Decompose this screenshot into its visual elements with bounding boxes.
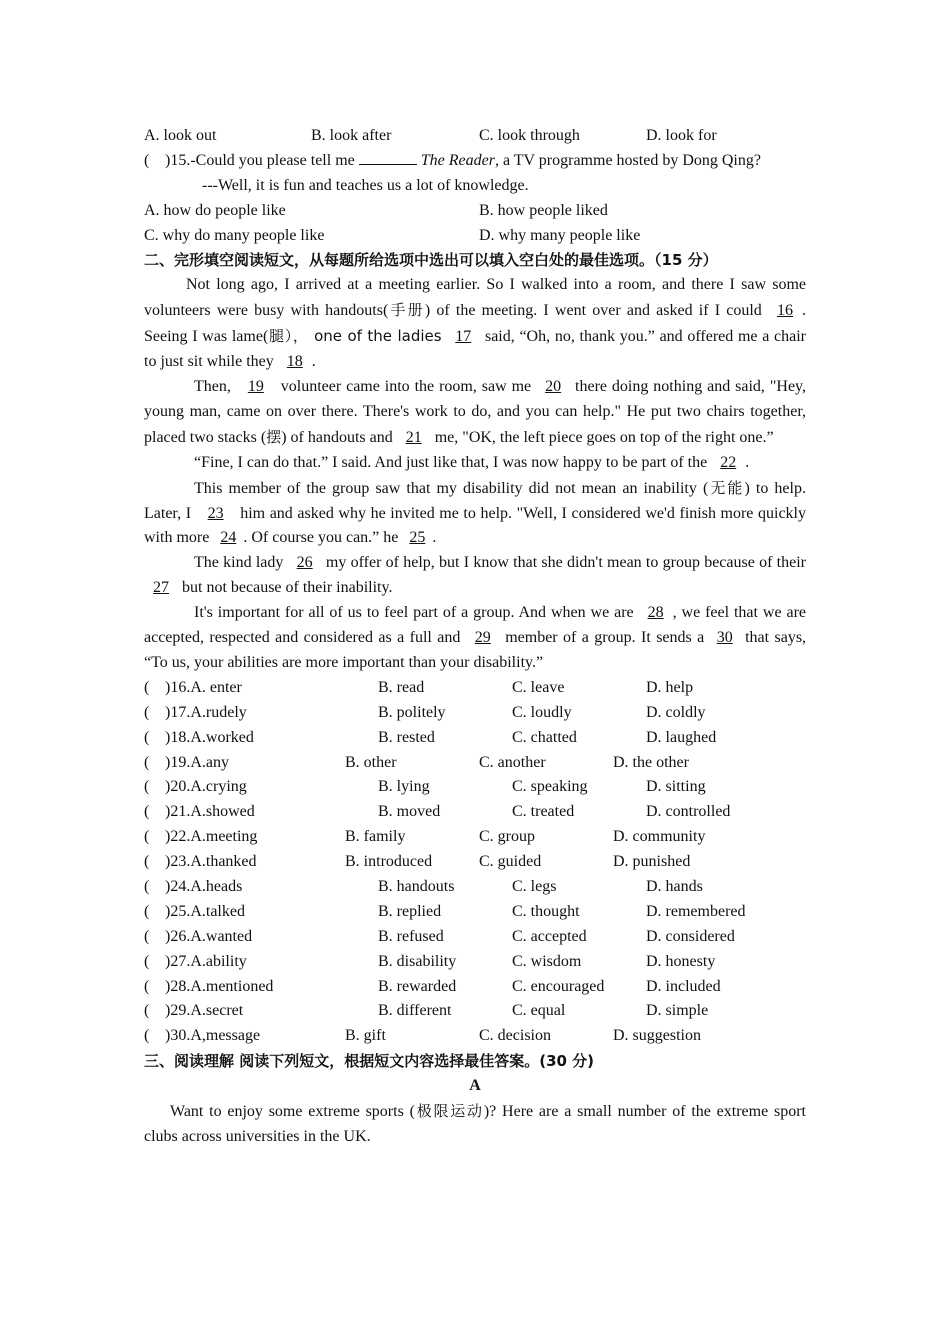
option-c: C. thought [512,902,580,920]
cloze-paragraph-2 [144,375,806,451]
question-row [144,999,806,1024]
answer-paren[interactable]: ( [144,753,150,771]
question-row [144,800,806,825]
option-d: D. included [646,977,721,995]
q15-number: )15.-Could you please tell me [165,151,355,169]
text: there doing nothing and said, "Hey, young man, came on over there. There's work to do, and you can help." He put two chairs together, placed two stacks ( [144,377,807,446]
option-b: B. handouts [378,877,455,895]
answer-paren[interactable]: ( [144,902,150,920]
question-row [144,775,806,800]
question-row [144,975,806,1000]
q15-text [165,149,761,174]
text: Not long ago, I arrived at a meeting earlier. So I walked into a room, and there I saw some volunteers were busy with handouts( [144,276,806,320]
answer-paren[interactable]: ( [144,853,150,871]
question-number-option-a: )29.A.secret [165,1002,244,1020]
answer-paren[interactable]: ( [144,952,150,970]
answer-paren[interactable]: ( [144,678,150,696]
answer-paren[interactable]: ( [144,977,150,995]
text: It's important for all of us to feel part of a group. And when we are [194,604,634,622]
option-b: B. lying [378,778,430,796]
option-b: B. rested [378,728,435,746]
option-b: B. other [345,753,397,771]
cloze-paragraph-6 [144,601,806,676]
option-b: B. politely [378,703,446,721]
option-a: A. look out [144,127,217,144]
option-d: D. help [646,678,694,696]
reply-text: ---Well, it is fun and teaches us a lot of knowledge. [202,176,529,194]
blank-19: 19 [247,377,264,395]
option-d: D. suggestion [613,1027,701,1045]
answer-paren: ( [144,151,150,169]
option-c: C. leave [512,678,565,696]
blank-21: 21 [405,428,422,446]
option-b: B. rewarded [378,977,457,995]
option-d: D. sitting [646,778,706,796]
cloze-paragraph-5 [144,551,806,601]
option-b: B. replied [378,902,442,920]
question-number-option-a: )16.A. enter [165,678,242,696]
answer-paren[interactable]: ( [144,927,150,945]
question-number-option-a: )30.A,message [165,1027,261,1045]
q15-options-1 [144,199,806,224]
text: Then, [194,377,231,395]
question-number-option-a: )27.A.ability [165,952,247,970]
cloze-paragraph-3 [144,451,806,476]
answer-paren[interactable]: ( [144,1027,150,1045]
option-b: B. refused [378,927,444,945]
option-d: D. controlled [646,803,731,821]
option-c: C. guided [479,853,542,871]
blank-27: 27 [153,579,169,597]
text: . [311,353,316,371]
text: ) of handouts and [281,428,393,446]
question-number-option-a: )23.A.thanked [165,853,257,871]
option-d: D. community [613,828,706,846]
question-number-option-a: )21.A.showed [165,803,255,821]
option-b: B. moved [378,803,441,821]
chinese-note: 腿） [268,327,293,346]
answer-paren[interactable]: ( [144,778,150,796]
answer-paren[interactable]: ( [144,703,150,721]
question-row [144,950,806,975]
option-c: C. chatted [512,728,577,746]
question-number-option-a: )26.A.wanted [165,927,253,945]
cloze-paragraph-1 [144,273,806,375]
section2-heading: 二、完形填空阅读短文，从每题所给选项中选出可以填入空白处的最佳选项。（15 分） [144,251,718,270]
option-b: B. family [345,828,406,846]
blank-18: 18 [286,353,303,371]
chinese-note: 手册 [388,301,425,320]
blank-25: 25 [409,529,426,547]
blank-29: 29 [474,629,491,647]
answer-paren[interactable]: ( [144,1002,150,1020]
option-d: D. look for [646,127,717,144]
text: ， one of the ladies [292,327,442,346]
q15-reply [144,174,806,199]
option-b: B. different [378,1002,452,1020]
question-row [144,676,806,701]
blank-17: 17 [455,328,472,346]
text: ) of the meeting. I went over and asked if I could [424,302,762,320]
q14-options [144,124,806,149]
text: )? Here are a small number of the extreme sport clubs across universities in the UK. [144,1103,806,1145]
question-number-option-a: )25.A.talked [165,902,245,920]
text: him and asked why he invited me to help. "Well, I considered we'd finish more quickly with more [144,504,806,547]
question-number-option-a: )18.A.worked [165,728,254,746]
text: Want to enjoy some extreme sports ( [170,1103,415,1121]
text: , we feel that we are accepted, respected and considered as a full and [144,604,807,647]
option-d: D. why many people like [479,226,641,244]
option-d: D. honesty [646,952,716,970]
option-c: C. loudly [512,703,572,721]
option-c: C. speaking [512,778,588,796]
option-c: C. group [479,828,535,846]
text: The kind lady [194,554,284,572]
answer-paren[interactable]: ( [144,728,150,746]
option-b: B. disability [378,952,457,970]
option-c: C. look through [479,127,580,144]
blank-26: 26 [296,554,313,572]
option-c: C. encouraged [512,977,605,995]
answer-blank [359,150,417,165]
programme-title: The Reader [420,151,495,169]
question-number-option-a: )17.A.rudely [165,703,247,721]
question-number-option-a: )22.A.meeting [165,828,258,846]
text: . Of course you can.” he [243,529,399,547]
option-a: A. how do people like [144,201,286,219]
text: said, “Oh, no, thank you.” and offered me a chair to just sit while they [144,328,807,371]
question-row [144,751,806,776]
answer-paren[interactable]: ( [144,803,150,821]
text: . Seeing I was lame( [144,302,807,346]
q15-options-2 [144,224,806,249]
passage-label: A [469,1077,481,1095]
chinese-note: 极限运动 [414,1102,484,1121]
cloze-paragraph-4 [144,476,806,552]
question-number-option-a: )24.A.heads [165,877,243,895]
q15-stem [144,149,806,174]
chinese-note: 摆 [266,427,282,446]
answer-paren[interactable]: ( [144,828,150,846]
text: volunteer came into the room, saw me [275,377,532,395]
option-b: B. gift [345,1027,386,1045]
text: my offer of help, but I know that she didn't mean to group because of their [321,554,807,572]
option-c: C. why do many people like [144,226,325,244]
blank-28: 28 [647,604,664,622]
option-c: C. wisdom [512,952,582,970]
question-row [144,1024,806,1049]
text: that says, “To us, your abilities are more important than your disability.” [144,629,807,671]
option-c: C. legs [512,877,557,895]
cloze-questions [144,676,806,1049]
option-d: D. simple [646,1002,709,1020]
option-c: C. decision [479,1027,551,1045]
option-d: D. laughed [646,728,717,746]
question-row [144,900,806,925]
text: This member of the group saw that my disability did not mean an inability ( [194,479,709,497]
question-row [144,925,806,950]
text: “Fine, I can do that.” I said. And just like that, I was now happy to be part of the [194,453,708,471]
option-d: D. hands [646,877,703,895]
blank-16: 16 [777,302,794,320]
option-c: C. another [479,753,546,771]
option-d: D. considered [646,927,735,945]
question-number-option-a: )19.A.any [165,753,229,771]
text: . [432,529,437,547]
option-b: B. introduced [345,853,433,871]
option-c: C. treated [512,803,575,821]
passage-intro [144,1099,806,1150]
question-row [144,850,806,875]
option-b: B. how people liked [479,201,608,219]
question-row [144,825,806,850]
option-d: D. punished [613,853,691,871]
question-number-option-a: )20.A.crying [165,778,247,796]
text: ) to help. Later, I [144,479,806,522]
question-number-option-a: )28.A.mentioned [165,977,274,995]
blank-20: 20 [545,377,562,395]
question-row [144,726,806,751]
q15-rest: , a TV programme hosted by Dong Qing? [494,151,761,169]
option-c: C. accepted [512,927,587,945]
text: . [745,453,750,471]
option-d: D. coldly [646,703,706,721]
section3-heading: 三、阅读理解 阅读下列短文，根据短文内容选择最佳答案。(30 分) [144,1052,595,1071]
option-d: D. remembered [646,902,746,920]
question-row [144,875,806,900]
blank-23: 23 [207,504,224,522]
answer-paren[interactable]: ( [144,877,150,895]
blank-22: 22 [720,453,737,471]
option-b: B. read [378,678,425,696]
exam-page [144,124,806,1150]
question-row [144,701,806,726]
blank-30: 30 [716,629,733,647]
text: me, "OK, the left piece goes on top of the right one.” [430,428,774,446]
option-c: C. equal [512,1002,566,1020]
text: but not because of their inability. [178,579,393,597]
chinese-note: 无能 [708,478,745,497]
blank-24: 24 [220,529,237,547]
option-d: D. the other [613,753,689,771]
option-b: B. look after [311,127,392,144]
text: member of a group. It sends a [499,629,705,647]
